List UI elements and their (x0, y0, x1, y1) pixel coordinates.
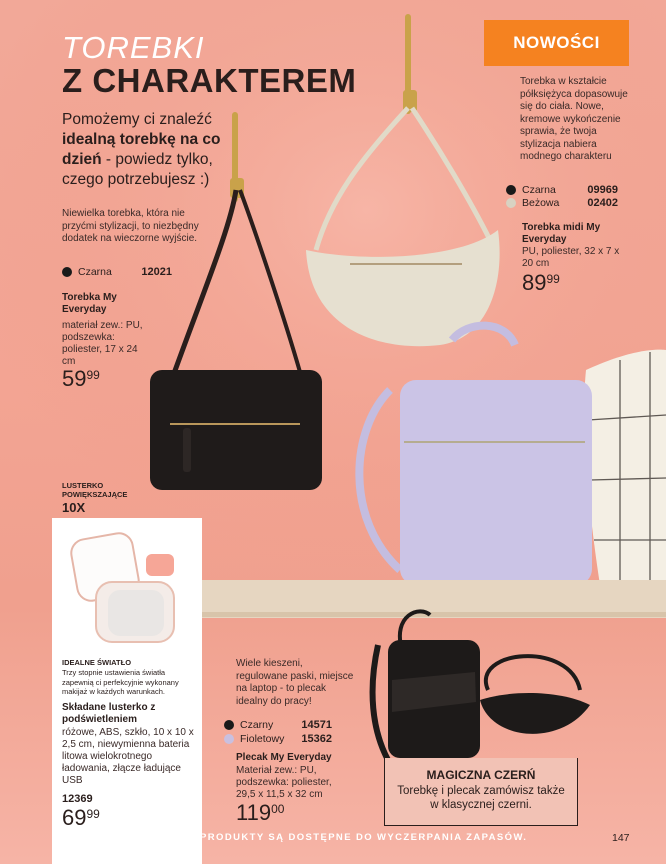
product-name: Składane lusterko z podświetleniem (62, 702, 156, 725)
price: $69^{99}$ (62, 805, 100, 830)
price: $89^{99}$ (522, 270, 560, 295)
product-details: różowe, ABS, szkło, 10 x 10 x 2,5 cm, niewymienna bateria litowa wielokrotnego ładowania, złącze ładujące USB (62, 727, 194, 786)
price: $59^{99}$ (62, 366, 100, 391)
product-details: materiał zew.: PU, podszewka: poliester, 17 x 24 cm (62, 320, 143, 367)
swatch-color-beige (506, 198, 516, 208)
product-details: Materiał zew.: PU, podszewka: poliester, 29,5 x 11,5 x 32 cm (236, 765, 332, 800)
product-code: 12021 (141, 266, 172, 278)
mirror-tag-light: IDEALNE ŚWIATŁO (62, 658, 132, 667)
black-edition-title: MAGICZNA CZERŃ (426, 768, 536, 782)
product-details: PU, poliester, 32 x 7 x 20 cm (522, 246, 620, 269)
product-name: Plecak My Everyday (236, 752, 332, 763)
mirror-tag-magnify: LUSTERKO POWIĘKSZAJĄCE (62, 481, 128, 499)
new-badge: NOWOŚCI (484, 20, 629, 66)
black-bag (150, 370, 322, 490)
footer-disclaimer: WSZYSTKIE PRODUKTY SĄ DOSTĘPNE DO WYCZERPANIA ZAPASÓW. (128, 832, 528, 843)
lilac-backpack (400, 380, 592, 585)
backpack-description: Wiele kieszeni, regulowane paski, miejsce na laptop - to plecak idealny do pracy! (236, 658, 354, 707)
black-midi-bag (480, 693, 590, 734)
swatch-color-black (506, 185, 516, 195)
swatch-color-violet (224, 734, 234, 744)
swatch-row: Czarna 09969 (506, 183, 618, 197)
small-bag-description: Niewielka torebka, która nie przyćmi stylizacji, to niezbędny dodatek na wieczorne wyjście. (62, 208, 199, 244)
title-line-1: TOREBKI (62, 30, 205, 65)
mirror-light-text: Trzy stopnie ustawienia światła zapewnią ci perfekcyjnie wykonany makijaż w każdych warunkach. (62, 668, 179, 696)
swatch-row: Beżowa 02402 (506, 196, 618, 210)
swatch-color-black (62, 267, 72, 277)
product-name: Torebka midi My Everyday (522, 222, 601, 245)
swatch-row: Czarny 14571 (224, 718, 332, 732)
midi-bag-description: Torebka w kształcie półksiężyca dopasowuje się do ciała. Nowe, kremowe wykończenie sprawia, że twoja stylizacja nabiera modnego charakteru (520, 76, 628, 162)
product-name: Torebka My Everyday (62, 292, 117, 315)
black-edition-text: Torebkę i plecak zamówisz także w klasycznej czerni. (397, 785, 565, 811)
swatch-color-black (224, 720, 234, 730)
price: $119^{00}$ (236, 800, 285, 825)
intro-text: Pomożemy ci znaleźć idealną torebkę na co dzień - powiedz tylko, czego potrzebujesz :) (62, 111, 221, 188)
product-code: 12369 (62, 793, 93, 805)
swatch-row: Fioletowy 15362 (224, 732, 332, 746)
page-number: 147 (612, 832, 630, 844)
swatch-label: Czarna (78, 266, 112, 278)
mirror-icon (64, 526, 194, 646)
title-line-2: Z CHARAKTEREM (62, 62, 357, 99)
swatch-row (62, 265, 172, 279)
mirror-magnification: 10X (62, 500, 86, 515)
